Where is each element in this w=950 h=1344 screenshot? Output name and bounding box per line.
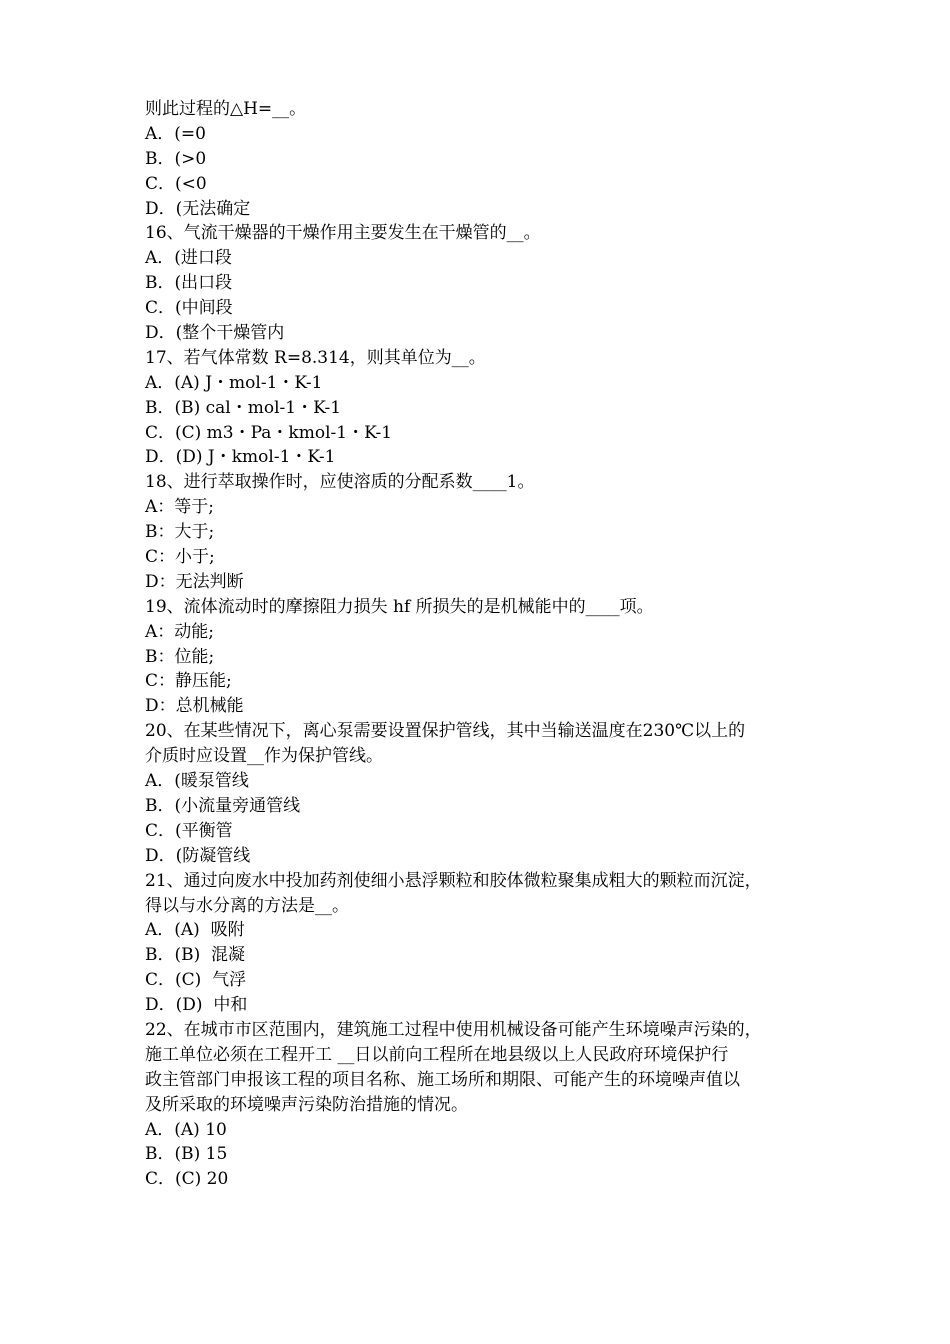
text-line: 16、气流干燥器的干燥作用主要发生在干燥管的__。: [145, 223, 541, 244]
text-line: 则此过程的△H=__。: [145, 99, 307, 119]
text-line: A．(A) J・mol-1・K-1: [145, 372, 323, 393]
text-line: B：位能;: [145, 646, 215, 667]
text-line: 19、流体流动时的摩擦阻力损失 hf 所损失的是机械能中的____项。: [145, 596, 654, 617]
text-line: C．(中间段: [145, 298, 233, 319]
text-line: 及所采取的环境噪声污染防治措施的情况。: [145, 1094, 468, 1115]
text-line: A．(进口段: [145, 248, 232, 269]
text-line: C．(C) m3・Pa・kmol-1・K-1: [145, 422, 393, 443]
document-text-body: [145, 97, 825, 1192]
text-line: B．(B) 混凝: [145, 945, 246, 966]
text-line: B．(>0: [145, 148, 207, 169]
text-line: C．(C) 20: [145, 1169, 229, 1190]
text-line: D．(D) J・kmol-1・K-1: [145, 447, 336, 468]
text-line: 20、在某些情况下，离心泵需要设置保护管线，其中当输送温度在230℃以上的: [145, 721, 746, 742]
text-line: A．(A) 10: [145, 1119, 227, 1140]
text-line: 21、通过向废水中投加药剂使细小悬浮颗粒和胶体微粒聚集成粗大的颗粒而沉淀，: [145, 870, 762, 891]
text-line: A．(暖泵管线: [145, 771, 249, 792]
text-line: A．(A) 吸附: [145, 920, 245, 941]
text-line: 介质时应设置__作为保护管线。: [145, 746, 383, 767]
text-line: 18、进行萃取操作时，应使溶质的分配系数____1。: [145, 472, 535, 493]
text-line: B．(B) 15: [145, 1144, 228, 1165]
text-line: D．(D) 中和: [145, 995, 248, 1016]
text-line: D：总机械能: [145, 696, 244, 717]
text-line: D：无法判断: [145, 571, 244, 592]
text-line: A：等于;: [145, 497, 215, 518]
text-line: A：动能;: [145, 621, 215, 642]
text-line: A．(=0: [145, 123, 206, 144]
text-line: C．(C) 气浮: [145, 970, 247, 991]
text-line: B．(B) cal・mol-1・K-1: [145, 397, 342, 418]
text-line: D．(防凝管线: [145, 845, 251, 866]
text-line: C：静压能;: [145, 671, 232, 692]
text-line: B：大于;: [145, 522, 215, 543]
text-line: 17、若气体常数 R=8.314，则其单位为__。: [145, 347, 486, 368]
text-line: D．(无法确定: [145, 198, 251, 219]
text-line: 22、在城市市区范围内，建筑施工过程中使用机械设备可能产生环境噪声污染的，: [145, 1019, 762, 1040]
text-line: C．(<0: [145, 173, 207, 194]
text-line: C．(平衡管: [145, 820, 233, 841]
text-line: 得以与水分离的方法是__。: [145, 895, 349, 916]
text-line: B．(出口段: [145, 273, 233, 294]
text-line: B．(小流量旁通管线: [145, 795, 301, 816]
text-line: 政主管部门申报该工程的项目名称、施工场所和期限、可能产生的环境噪声值以: [145, 1069, 740, 1090]
text-line: D．(整个干燥管内: [145, 323, 285, 344]
text-line: 施工单位必须在工程开工 __日以前向工程所在地县级以上人民政府环境保护行: [145, 1044, 729, 1065]
text-line: C：小于;: [145, 547, 215, 568]
